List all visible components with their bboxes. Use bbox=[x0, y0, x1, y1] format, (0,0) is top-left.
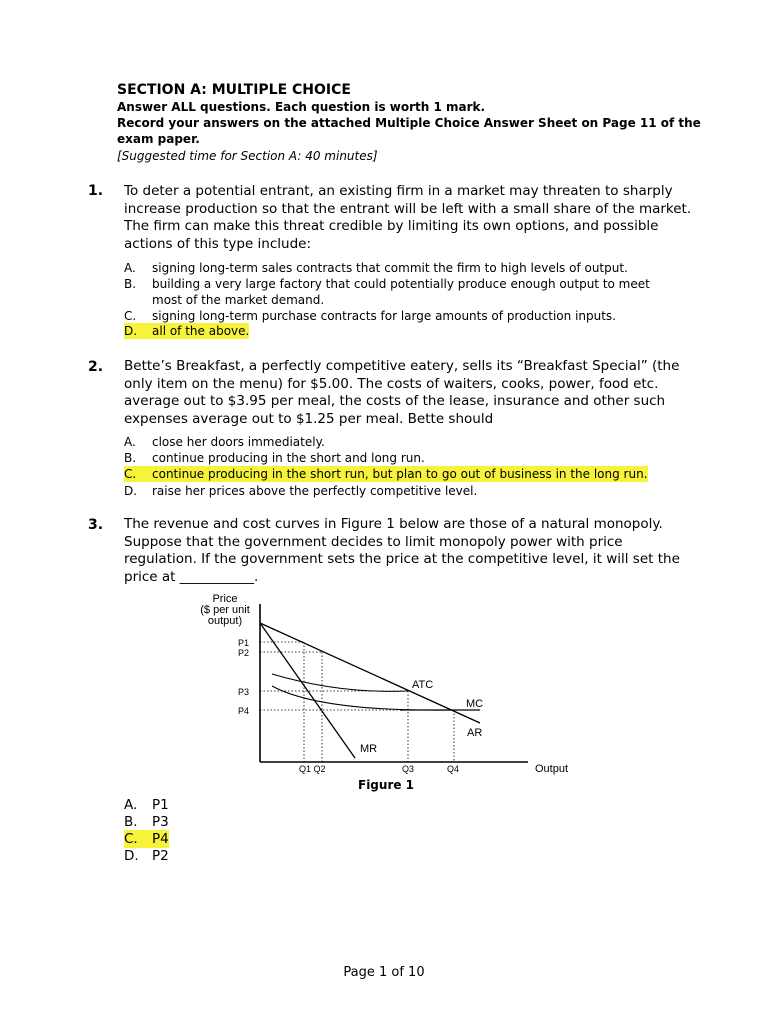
option-text: building a very large factory that could potentially produce enough output to meet bbox=[152, 277, 650, 291]
option-letter: A. bbox=[124, 261, 136, 275]
option-letter: C. bbox=[124, 309, 137, 323]
option-text: P1 bbox=[152, 797, 169, 813]
atc-curve-upper bbox=[272, 674, 408, 691]
question-2-number: 2. bbox=[88, 359, 104, 375]
option-text: continue producing in the short and long run. bbox=[152, 451, 425, 465]
q3-option-a bbox=[124, 796, 169, 814]
q3-option-b bbox=[124, 813, 169, 831]
y-axis-label-line-3: output) bbox=[207, 615, 243, 627]
page-number: Page 1 of 10 bbox=[343, 965, 425, 980]
question-1-number: 1. bbox=[88, 183, 104, 199]
q1-option-c bbox=[124, 308, 616, 324]
option-text: continue producing in the short run, but plan to go out of business in the long run. bbox=[152, 467, 648, 481]
option-letter: B. bbox=[124, 814, 138, 830]
p2-label: P2 bbox=[238, 648, 250, 658]
ar-label: AR bbox=[467, 727, 483, 739]
option-text: all of the above. bbox=[152, 324, 250, 338]
q1-option-a bbox=[124, 260, 628, 276]
option-letter: D. bbox=[124, 848, 139, 864]
option-text: close her doors immediately. bbox=[152, 435, 325, 449]
question-1-text: To deter a potential entrant, an existing firm in a market may threaten to sharply increase production so that the entrant will be left with a small share of the market. The firm can make this threat credible by limiting its own options, and possible actions of this type include: bbox=[124, 183, 692, 252]
option-letter: D. bbox=[124, 484, 138, 498]
figure-1-graph bbox=[190, 590, 590, 780]
q3-option-c-highlighted bbox=[124, 830, 169, 848]
q2-option-a bbox=[124, 434, 325, 450]
suggested-time: [Suggested time for Section A: 40 minutes] bbox=[117, 149, 378, 163]
option-letter: B. bbox=[124, 277, 137, 291]
instructions-line-3: exam paper. bbox=[117, 132, 200, 146]
atc-label: ATC bbox=[412, 679, 434, 691]
q2-option-b bbox=[124, 450, 425, 466]
q3-option-d bbox=[124, 847, 169, 865]
option-text: P4 bbox=[152, 831, 169, 847]
mr-curve bbox=[260, 623, 355, 758]
option-text: P3 bbox=[152, 814, 169, 830]
question-2-text: Bette’s Breakfast, a perfectly competitive eatery, sells its “Breakfast Special” (the only item on the menu) for $5.00. The costs of waiters, cooks, power, food etc. average out to $3.95 per meal, the costs of the lease, insurance and other such expenses average out to $1.25 per meal. Bette should bbox=[124, 358, 680, 427]
q1-q2-label: Q1 Q2 bbox=[299, 764, 326, 774]
option-letter: C. bbox=[124, 467, 137, 481]
option-letter: D. bbox=[124, 324, 138, 338]
option-text: P2 bbox=[152, 848, 169, 864]
option-letter: B. bbox=[124, 451, 137, 465]
x-axis-label: Output bbox=[535, 763, 569, 775]
option-text: raise her prices above the perfectly competitive level. bbox=[152, 484, 478, 498]
p4-label: P4 bbox=[238, 706, 250, 716]
instructions-line-1: Answer ALL questions. Each question is worth 1 mark. bbox=[117, 100, 486, 114]
question-3-number: 3. bbox=[88, 517, 104, 533]
q1-option-b-continued: most of the market demand. bbox=[152, 293, 325, 307]
instructions-line-2: Record your answers on the attached Multiple Choice Answer Sheet on Page 11 of the bbox=[117, 116, 701, 130]
q4-label: Q4 bbox=[447, 764, 460, 774]
option-text: signing long-term sales contracts that commit the firm to high levels of output. bbox=[152, 261, 628, 275]
figure-caption: Figure 1 bbox=[358, 778, 415, 792]
y-axis-label-line-1: Price bbox=[212, 593, 238, 605]
question-3-text: The revenue and cost curves in Figure 1 below are those of a natural monopoly. Suppose that the government decides to limit monopoly power with price regulation. If the government sets the price at the competitive level, it will set the price at ___________. bbox=[124, 516, 680, 585]
mr-label: MR bbox=[360, 743, 378, 755]
p3-label: P3 bbox=[238, 687, 250, 697]
mc-label: MC bbox=[466, 698, 484, 710]
q2-option-c-highlighted bbox=[124, 466, 648, 482]
option-letter: A. bbox=[124, 797, 138, 813]
q1-option-d-highlighted bbox=[124, 323, 249, 339]
option-text: signing long-term purchase contracts for large amounts of production inputs. bbox=[152, 309, 616, 323]
q1-option-b bbox=[124, 276, 650, 292]
q3-label: Q3 bbox=[402, 764, 415, 774]
y-axis-label-line-2: ($ per unit bbox=[200, 604, 250, 616]
option-letter: C. bbox=[124, 831, 138, 847]
section-title: SECTION A: MULTIPLE CHOICE bbox=[117, 82, 351, 98]
q2-option-d bbox=[124, 483, 477, 499]
p1-label: P1 bbox=[238, 638, 250, 648]
option-letter: A. bbox=[124, 435, 136, 449]
